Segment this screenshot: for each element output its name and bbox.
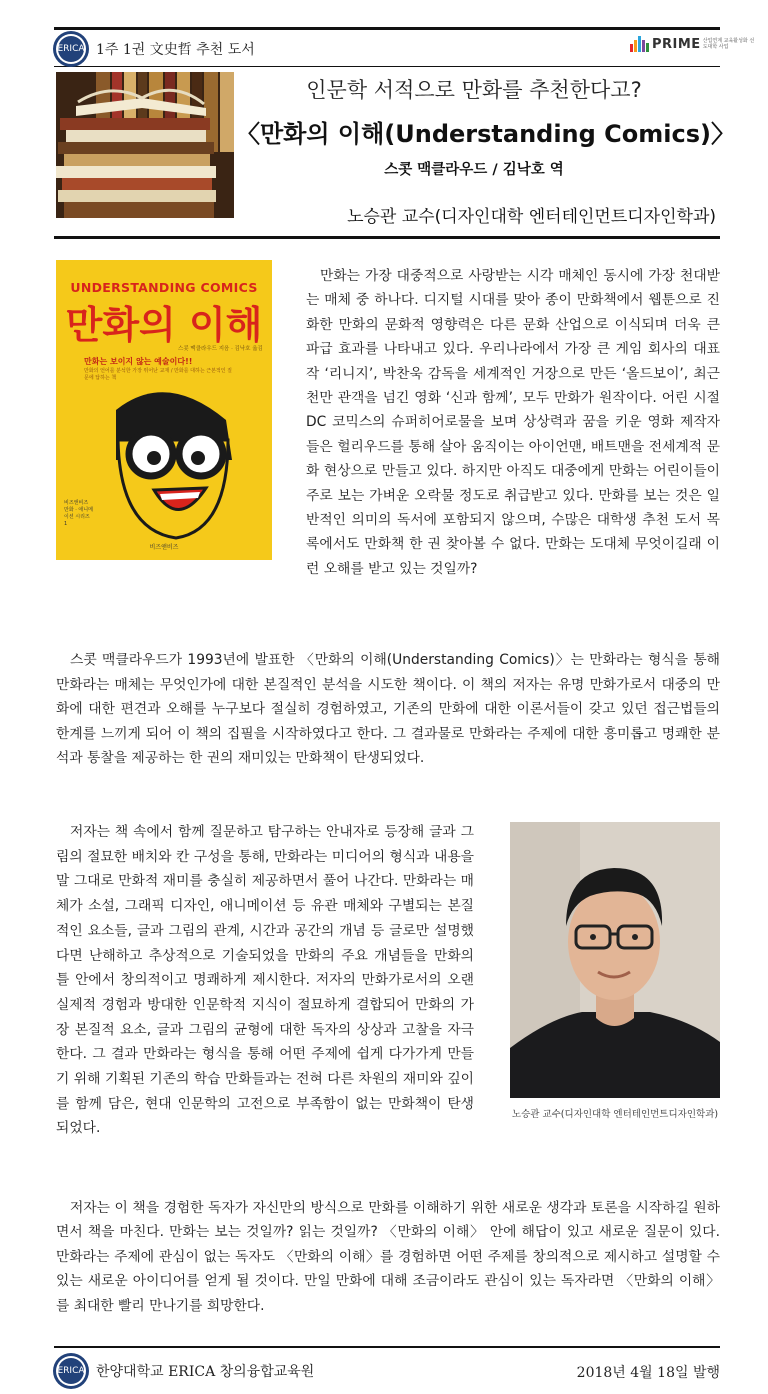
body-paragraph-3: 저자는 책 속에서 함께 질문하고 탐구하는 안내자로 등장해 글과 그림의 절묘한 배치와 칸 구성을 통해, 만화라는 미디어의 형식과 내용을 말 그대로 만화적 재미를 충실히 제공하면서 풀어 나간다. 만화라는 매체가 소설, 그래픽 디자인, 애니메이션 등 유관 매체와 구별되는 본질적인 요소들, 글과 그림의 관계, 시간과 공간의 개념 등 글로만 설명했다면 난해하고 추상적으로 기술되었을 만화의 주요 개념들을 만화의 틀 안에서 창의적이고 명쾌하게 제시한다. 저자의 만화가로서의 오랜 실제적 경험과 방대한 인문학적 지식이 절묘하게 결합되어 만화의 가장 본질적 요소, 글과 그림의 균형에 대한 독자의 상상과 고찰을 자극한다. 그 결과 만화라는 형식을 통해 어떤 주제에 쉽게 다가가게 만들기 위해 기획된 기존의 학습 만화들과는 전혀 다른 차원의 재미와 깊이를 함께 담은, 현대 인문학의 고전으로 부족함이 없는 만화책이 탄생 되었다.: [56, 824, 474, 1137]
body-paragraph-4: 저자는 이 책을 경험한 독자가 자신만의 방식으로 만화를 이해하기 위한 새로운 생각과 토론을 시작하길 원하면서 책을 마친다. 만화는 보는 것일까? 읽는 것일까? 〈만화의 이해〉 안에 해답이 있고 새로운 질문이 있다. 만화라는 주제에 관심이 없는 독자도 〈만화의 이해〉를 경험하면 어떤 주제를 창의적으로 제시하고 설명할 수 있는 새로운 아이디어를 얻게 될 것이다. 만일 만화에 대해 조금이라도 관심이 있는 독자라면 〈만화의 이해〉를 최대한 빨리 만나기를 희망한다.: [56, 1200, 720, 1314]
headline-question: 인문학 서적으로 만화를 추천한다고?: [306, 78, 642, 102]
reviewer-photo: [510, 822, 720, 1098]
reviewer-name: 노승관 교수(디자인대학 엔터테인먼트디자인학과): [347, 207, 716, 227]
body-paragraph-2: 스콧 맥클라우드가 1993년에 발표한 〈만화의 이해(Understanding Comics)〉는 만화라는 형식을 통해 만화라는 매체는 무엇인가에 대한 본질적인 분석을 시도한 책이다. 이 책의 저자는 유명 만화가로서 대중의 만화에 대한 편견과 오해를 누구보다 절실히 경험하였고, 기존의 만화에 대한 이론서들이 갖고 있던 접근법들의 한계를 느끼게 되어 이 책의 집필을 시작하였다고 한다. 그 결과물로 만화라는 주제에 대한 흥미롭고 명쾌한 분석과 통찰을 제공하는 한 권의 재미있는 만화책이 탄생되었다.: [56, 652, 720, 767]
footer-org-name: 한양대학교 ERICA 창의융합교육원: [96, 1364, 315, 1380]
university-seal-icon: ERICA: [56, 34, 86, 64]
series-label: 1주 1권 文史哲 추천 도서: [96, 42, 255, 58]
photo-caption: 노승관 교수(디자인대학 엔터테인먼트디자인학과): [511, 1109, 719, 1120]
cover-series-note: 비즈앤비즈 만화 · 애니메이션 시리즈 1: [64, 500, 93, 527]
prime-logo: [630, 36, 757, 52]
series-header: [56, 34, 255, 64]
cover-ko-title: 만화의 이해: [65, 303, 263, 347]
book-cover: [56, 260, 272, 560]
prime-bars-icon: [630, 36, 649, 52]
cover-en-title: UNDERSTANDING COMICS: [70, 280, 258, 295]
cover-tagline: 만화는 보이지 않는 예술이다!!: [84, 357, 193, 366]
cover-publisher: 비즈앤비즈: [149, 544, 179, 551]
cover-description: 만화의 언어를 분석한 가장 뛰어난 교재 / 만화를 대하는 근본적인 질문에 답하는 책: [84, 368, 232, 381]
header-rule: [54, 66, 720, 67]
prime-word: PRIME: [652, 36, 701, 52]
publish-date: 2018년 4월 18일 발행: [576, 1365, 720, 1381]
footer-rule: [54, 1346, 720, 1348]
cover-author-line: 스콧 맥클라우드 지음 · 김낙호 옮김: [178, 346, 263, 352]
author-translator: 스콧 맥클라우드 / 김낙호 역: [384, 162, 564, 178]
books-photo: [56, 72, 234, 218]
footer-org: [56, 1356, 314, 1386]
top-rule: [54, 27, 720, 30]
prime-subtext: 산업연계 교육활성화 선도대학 사업: [702, 38, 755, 50]
title-rule: [54, 236, 720, 239]
book-title: 〈만화의 이해(Understanding Comics)〉: [236, 120, 735, 148]
footer-seal-icon: ERICA: [56, 1356, 86, 1386]
body-paragraph-1: 만화는 가장 대중적으로 사랑받는 시각 매체인 동시에 가장 천대받는 매체 중 하나다. 디지털 시대를 맞아 종이 만화책에서 웹툰으로 진화한 만화의 문화적 영향력은 다른 문화 산업으로 이식되며 더욱 큰 파급 효과를 나타내고 있다. 우리나라에서 가장 큰 게임 회사의 대표작 ‘리니지’, 박찬욱 감독을 세계적인 거장으로 만든 ‘올드보이’, 최근 천만 관객을 넘긴 영화 ‘신과 함께’, 모두 만화가 원작이다. 어린 시절 DC 코믹스의 슈퍼히어로물을 보며 상상력과 꿈을 키운 영화 제작자들은 헐리우드를 통해 살아 움직이는 아이언맨, 배트맨을 전세계적 문화 현상으로 만들고 있다. 하지만 아직도 대중에게 만화는 어린이들이 주로 보는 가벼운 오락물 정도로 취급받고 있다. 만화를 보는 것은 일반적인 의미의 독서에 포함되지 않으며, 수많은 대학생 추천 도서 목록에서도 만화책 한 권 찾아볼 수 없다. 만화는 도대체 무엇이길래 이런 오해를 받고 있는 것일까?: [306, 268, 720, 577]
